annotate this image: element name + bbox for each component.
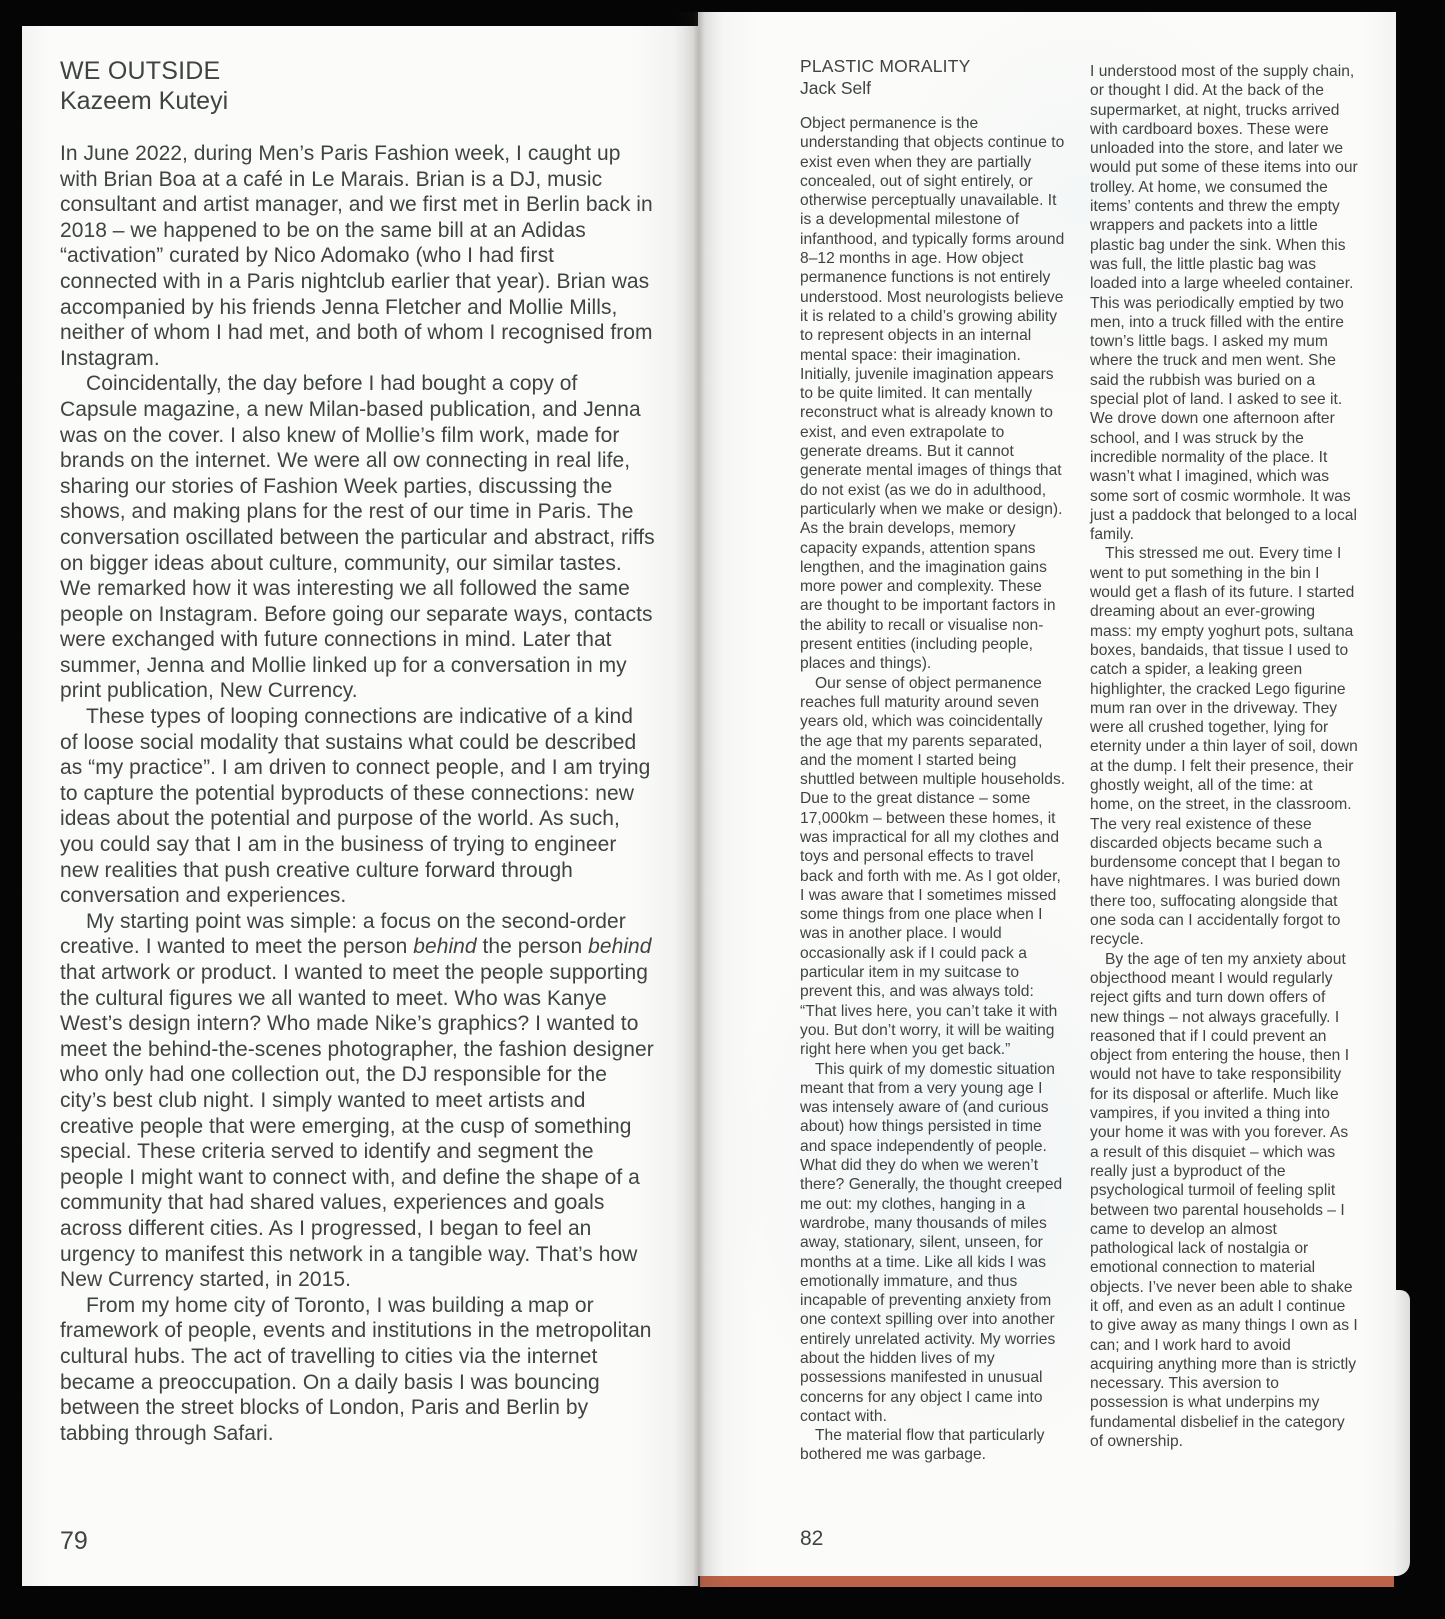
right-article-column-2 [1090, 62, 1358, 1451]
paragraph: Coincidentally, the day before I had bought a copy of Capsule magazine, a new Milan-based publication, and Jenna was on the cover. I also knew of Mollie’s film work, made for brands on the internet. We were all ow connecting in real life, sharing our stories of Fashion Week parties, discussing the shows, and making plans for the rest of our time in Paris. The conversation oscillated between the particular and abstract, riffs on bigger ideas about culture, community, our similar tastes. We remarked how it was interesting we all followed the same people on Instagram. Before going our separate ways, contacts were exchanged with future connections in mind. Later that summer, Jenna and Mollie linked up for a conversation in my print publication, New Currency. [60, 372, 655, 703]
left-page-number: 79 [60, 1527, 88, 1555]
paragraph: From my home city of Toronto, I was building a map or framework of people, events and institutions in the metropolitan cultural hubs. The act of travelling to cities via the internet became a preoccupation. On a daily basis I was bouncing between the street blocks of London, Paris and Berlin by tabbing through Safari. [60, 1293, 652, 1445]
left-article-title: WE OUTSIDE [60, 57, 221, 85]
paragraph: By the age of ten my anxiety about objecthood meant I would regularly reject gifts and turn down offers of new things – not always gracefully. I reasoned that if I could prevent an object from entering the house, then I would not have to take responsibility for its disposal or afterlife. Much like vampires, if you invited a thing into your home it was with you forever. As a result of this disquiet – which was really just a byproduct of the psychological turmoil of feeling split between two parental households – I came to develop an almost pathological lack of nostalgia or emotional connection to material objects. I’ve never been able to shake it off, and even as an adult I continue to give away as many things I own as I can; and I work hard to avoid acquiring anything more than is strictly necessary. This aversion to possession is what underpins my fundamental disbelief in the category of ownership. [1090, 950, 1358, 1451]
paragraph: Object permanence is the understanding that objects continue to exist even when they are partially concealed, out of sight entirely, or otherwise perceptually unavailable. It is a developmental milestone of infanthood, and typically forms around 8–12 months in age. How object permanence functions is not entirely understood. Most neurologists believe it is related to a child’s growing ability to represent objects in an internal mental space: their imagination. Initially, juvenile imagination appears to be quite limited. It can mentally reconstruct what is already known to exist, and even extrapolate to generate dreams. But it cannot generate mental images of things that do not exist (as we do in adulthood, particularly when we make or design). As the brain develops, memory capacity expands, attention spans lengthen, and the imagination gains more power and complexity. These are thought to be important factors in the ability to recall or visualise non-present entities (including people, places and things). [800, 115, 1065, 673]
right-article-body-col2 [1090, 62, 1358, 1451]
paragraph: Our sense of object permanence reaches full maturity around seven years old, which was coincidentally the age that my parents separated, and the moment I started being shuttled between multiple households. Due to the great distance – some 17,000km – between these homes, it was impractical for all my clothes and toys and personal effects to travel back and forth with me. As I got older, I was aware that I sometimes missed some things from one place when I was in another place. I would occasionally ask if I could pack a particular item in my suitcase to prevent this, and was always told: “That lives here, you can’t take it with you. But don’t worry, it will be waiting right here when you get back.” [800, 674, 1066, 1059]
left-page [22, 26, 698, 1586]
paragraph: The material flow that particularly bothered me was garbage. [800, 1427, 1045, 1464]
paragraph: I understood most of the supply chain, or thought I did. At the back of the supermarket, at night, trucks arrived with cardboard boxes. These were unloaded into the store, and later we would put some of these items into our trolley. At home, we consumed the items’ contents and threw the empty wrappers and packets into a little plastic bag under the sink. When this was full, the little plastic bag was loaded into a large wheeled container. This was periodically emptied by two men, into a truck filled with the entire town’s little bags. I asked my mum where the truck and men went. She said the rubbish was buried on a special plot of land. I asked to see it. We drove down one afternoon after school, and I was struck by the incredible normality of the place. It wasn’t what I imagined, which was some sort of cosmic wormhole. It was just a paddock that belonged to a local family. [1090, 63, 1358, 544]
paragraph: These types of looping connections are indicative of a kind of loose social modality that sustains what could be described as “my practice”. I am driven to connect people, and I am trying to capture the potential byproducts of these connections: new ideas about the potential and purpose of the world. As such, you could say that I am in the business of trying to engineer new realities that push creative culture forward through conversation and experiences. [60, 705, 651, 908]
paragraph: This quirk of my domestic situation meant that from a very young age I was intensely aware of (and curious about) how things persisted in time and space independently of people. What did they do when we weren’t there? Generally, the thought creeped me out: my clothes, hanging in a wardrobe, many thousands of miles away, stationary, silent, unseen, for months at a time. Like all kids I was emotionally immature, and thus incapable of preventing anxiety from one context spilling over into another entirely unrelated activity. My worries about the hidden lives of my possessions manifested in unusual concerns for any object I came into contact with. [800, 1060, 1063, 1425]
right-page [698, 12, 1396, 1576]
page-curl-edge [1392, 1290, 1410, 1576]
paragraph: My starting point was simple: a focus on the second-order creative. I wanted to meet the person behind the person behind that artwork or product. I wanted to meet the people supporting the cultural figures we all wanted to meet. Who was Kanye West’s design intern? Who made Nike’s graphics? I wanted to meet the behind-the-scenes photographer, the fashion designer who only had one collection out, the DJ responsible for the city’s best club night. I simply wanted to meet artists and creative people that were emerging, at the cusp of something special. These criteria served to identify and segment the people I might want to connect with, and define the shape of a community that had shared values, experiences and goals across different cities. As I progressed, I began to feel an urgency to manifest this network in a tangible way. That’s how New Currency started, in 2015. [60, 909, 654, 1292]
right-article-title: PLASTIC MORALITY [800, 56, 971, 76]
right-article-author: Jack Self [800, 77, 871, 98]
left-article-body [60, 141, 656, 1446]
paragraph: This stressed me out. Every time I went to put something in the bin I would get a flash of its future. I started dreaming about an ever-growing mass: my empty yoghurt pots, sultana boxes, bandaids, that tissue I used to catch a spider, a leaking green highlighter, the cracked Lego figurine mum ran over in the driveway. They were all crushed together, lying for eternity under a thin layer of soil, down at the dump. I felt their presence, their ghostly weight, all of the time: at home, on the street, in the classroom. The very real existence of these discarded objects became such a burdensome concept that I began to have nightmares. I was buried down there too, suffocating alongside that one soda can I accidentally forgot to recycle. [1090, 545, 1358, 949]
right-article-column-1 [800, 56, 1066, 1465]
right-article-body-col1 [800, 114, 1066, 1465]
right-page-number: 82 [800, 1527, 824, 1550]
paragraph: In June 2022, during Men’s Paris Fashion week, I caught up with Brian Boa at a café in Le Marais. Brian is a DJ, music consultant and artist manager, and we first met in Berlin back in 2018 – we happened to be on the same bill at an Adidas “activation” curated by Nico Adomako (who I had first connected with in a Paris nightclub earlier that year). Brian was accompanied by his friends Jenna Fletcher and Mollie Mills, neither of whom I had met, and both of whom I recognised from Instagram. [60, 142, 653, 370]
left-article-author: Kazeem Kuteyi [60, 87, 229, 115]
left-article [60, 56, 656, 1446]
book-cover-edge [700, 1576, 1394, 1587]
